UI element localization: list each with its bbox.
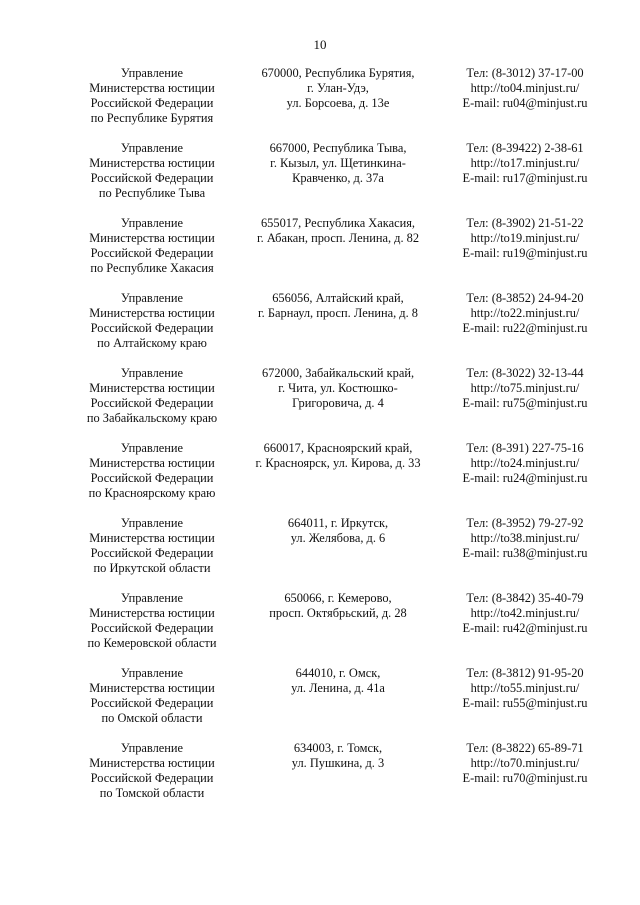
address-line: 656056, Алтайский край, <box>272 291 404 305</box>
contact-info <box>450 591 600 636</box>
org-line: Российской Федерации <box>90 621 214 635</box>
address-line: г. Абакан, просп. Ленина, д. 82 <box>256 231 420 245</box>
address-line: Григоровича, д. 4 <box>292 396 384 410</box>
org-name <box>68 216 236 276</box>
phone-text: Тел: (8-3012) 37-17-00 <box>466 66 584 80</box>
org-name <box>68 666 236 726</box>
org-line: Российской Федерации <box>90 246 214 260</box>
phone-text: Тел: (8-3902) 21-51-22 <box>466 216 584 230</box>
address-line: г. Улан-Удэ, <box>307 81 369 95</box>
email-link[interactable]: E-mail: ru19@minjust.ru <box>462 246 588 260</box>
office-entry <box>0 366 640 441</box>
org-line: Министерства юстиции <box>89 681 215 695</box>
office-entry <box>0 666 640 741</box>
org-line: по Республике Тыва <box>98 186 206 200</box>
org-line: Министерства юстиции <box>89 456 215 470</box>
org-line: Управление <box>120 741 184 755</box>
org-line: Управление <box>120 516 184 530</box>
address-line: Кравченко, д. 37а <box>292 171 384 185</box>
contact-info <box>450 741 600 786</box>
org-line: Министерства юстиции <box>89 606 215 620</box>
website-link[interactable]: http://to42.minjust.ru/ <box>470 606 580 620</box>
org-line: Министерства юстиции <box>89 531 215 545</box>
org-line: по Омской области <box>101 711 203 725</box>
org-line: по Кемеровской области <box>87 636 217 650</box>
phone-text: Тел: (8-3852) 24-94-20 <box>466 291 584 305</box>
address-line: ул. Борсоева, д. 13е <box>286 96 390 110</box>
page-number: 10 <box>313 37 327 52</box>
phone-text: Тел: (8-3812) 91-95-20 <box>466 666 584 680</box>
contact-info <box>450 141 600 186</box>
org-name <box>68 291 236 351</box>
phone-text: Тел: (8-3822) 65-89-71 <box>466 741 584 755</box>
address-line: 660017, Красноярский край, <box>263 441 413 455</box>
address-line: ул. Ленина, д. 41а <box>291 681 385 695</box>
contact-info <box>450 216 600 261</box>
email-link[interactable]: E-mail: ru17@minjust.ru <box>462 171 588 185</box>
postal-address <box>240 441 436 471</box>
org-line: по Республике Хакасия <box>90 261 214 275</box>
website-link[interactable]: http://to19.minjust.ru/ <box>470 231 580 245</box>
org-line: Министерства юстиции <box>89 81 215 95</box>
postal-address <box>240 291 436 321</box>
postal-address <box>240 666 436 696</box>
postal-address <box>240 741 436 771</box>
website-link[interactable]: http://to75.minjust.ru/ <box>470 381 580 395</box>
org-name <box>68 441 236 501</box>
address-line: 644010, г. Омск, <box>295 666 381 680</box>
contact-info <box>450 666 600 711</box>
email-link[interactable]: E-mail: ru04@minjust.ru <box>462 96 588 110</box>
phone-text: Тел: (8-391) 227-75-16 <box>466 441 584 455</box>
org-line: Управление <box>120 216 184 230</box>
org-line: Российской Федерации <box>90 471 214 485</box>
org-line: Управление <box>120 591 184 605</box>
org-line: Управление <box>120 666 184 680</box>
address-line: 650066, г. Кемерово, <box>284 591 392 605</box>
org-line: Управление <box>120 291 184 305</box>
contact-info <box>450 441 600 486</box>
org-line: Министерства юстиции <box>89 231 215 245</box>
phone-text: Тел: (8-3022) 32-13-44 <box>466 366 584 380</box>
address-line: г. Чита, ул. Костюшко- <box>278 381 398 395</box>
org-line: Российской Федерации <box>90 321 214 335</box>
website-link[interactable]: http://to17.minjust.ru/ <box>470 156 580 170</box>
org-name <box>68 516 236 576</box>
org-line: Российской Федерации <box>90 171 214 185</box>
address-line: 634003, г. Томск, <box>293 741 383 755</box>
org-line: Министерства юстиции <box>89 756 215 770</box>
postal-address <box>240 591 436 621</box>
contact-info <box>450 516 600 561</box>
org-line: Управление <box>120 141 184 155</box>
website-link[interactable]: http://to38.minjust.ru/ <box>470 531 580 545</box>
org-line: по Алтайскому краю <box>97 336 207 350</box>
address-line: 655017, Республика Хакасия, <box>260 216 415 230</box>
address-line: г. Кызыл, ул. Щетинкина- <box>270 156 406 170</box>
org-line: по Томской области <box>99 786 205 800</box>
address-line: 667000, Республика Тыва, <box>269 141 407 155</box>
org-line: Управление <box>120 441 184 455</box>
address-line: г. Барнаул, просп. Ленина, д. 8 <box>258 306 418 320</box>
office-entry <box>0 741 640 816</box>
website-link[interactable]: http://to70.minjust.ru/ <box>470 756 580 770</box>
postal-address <box>240 216 436 246</box>
org-name <box>68 741 236 801</box>
office-entry <box>0 66 640 141</box>
website-link[interactable]: http://to22.minjust.ru/ <box>470 306 580 320</box>
email-link[interactable]: E-mail: ru22@minjust.ru <box>462 321 588 335</box>
contact-info <box>450 66 600 111</box>
office-entry <box>0 441 640 516</box>
org-line: по Республике Бурятия <box>90 111 214 125</box>
org-line: Российской Федерации <box>90 771 214 785</box>
email-link[interactable]: E-mail: ru55@minjust.ru <box>462 696 588 710</box>
postal-address <box>240 66 436 111</box>
org-line: по Забайкальскому краю <box>86 411 218 425</box>
org-line: по Иркутской области <box>93 561 211 575</box>
org-line: Министерства юстиции <box>89 306 215 320</box>
org-line: по Красноярскому краю <box>88 486 216 500</box>
office-directory <box>0 66 640 816</box>
org-line: Министерства юстиции <box>89 156 215 170</box>
website-link[interactable]: http://to04.minjust.ru/ <box>470 81 580 95</box>
phone-text: Тел: (8-39422) 2-38-61 <box>466 141 584 155</box>
address-line: ул. Желябова, д. 6 <box>290 531 386 545</box>
org-line: Министерства юстиции <box>89 381 215 395</box>
org-name <box>68 366 236 426</box>
office-entry <box>0 516 640 591</box>
postal-address <box>240 516 436 546</box>
email-link[interactable]: E-mail: ru38@minjust.ru <box>462 546 588 560</box>
email-link[interactable]: E-mail: ru42@minjust.ru <box>462 621 588 635</box>
address-line: г. Красноярск, ул. Кирова, д. 33 <box>255 456 421 470</box>
address-line: ул. Пушкина, д. 3 <box>291 756 385 770</box>
phone-text: Тел: (8-3952) 79-27-92 <box>466 516 584 530</box>
contact-info <box>450 291 600 336</box>
phone-text: Тел: (8-3842) 35-40-79 <box>466 591 584 605</box>
website-link[interactable]: http://to55.minjust.ru/ <box>470 681 580 695</box>
org-name <box>68 591 236 651</box>
contact-info <box>450 366 600 411</box>
office-entry <box>0 216 640 291</box>
office-entry <box>0 591 640 666</box>
website-link[interactable]: http://to24.minjust.ru/ <box>470 456 580 470</box>
office-entry <box>0 141 640 216</box>
address-line: 664011, г. Иркутск, <box>287 516 389 530</box>
email-link[interactable]: E-mail: ru70@minjust.ru <box>462 771 588 785</box>
email-link[interactable]: E-mail: ru75@minjust.ru <box>462 396 588 410</box>
org-line: Управление <box>120 366 184 380</box>
address-line: 670000, Республика Бурятия, <box>261 66 415 80</box>
address-line: просп. Октябрьский, д. 28 <box>269 606 407 620</box>
org-line: Российской Федерации <box>90 546 214 560</box>
org-line: Управление <box>120 66 184 80</box>
org-line: Российской Федерации <box>90 396 214 410</box>
email-link[interactable]: E-mail: ru24@minjust.ru <box>462 471 588 485</box>
address-line: 672000, Забайкальский край, <box>261 366 415 380</box>
org-name <box>68 66 236 126</box>
org-line: Российской Федерации <box>90 696 214 710</box>
office-entry <box>0 291 640 366</box>
postal-address <box>240 366 436 411</box>
org-name <box>68 141 236 201</box>
org-line: Российской Федерации <box>90 96 214 110</box>
postal-address <box>240 141 436 186</box>
